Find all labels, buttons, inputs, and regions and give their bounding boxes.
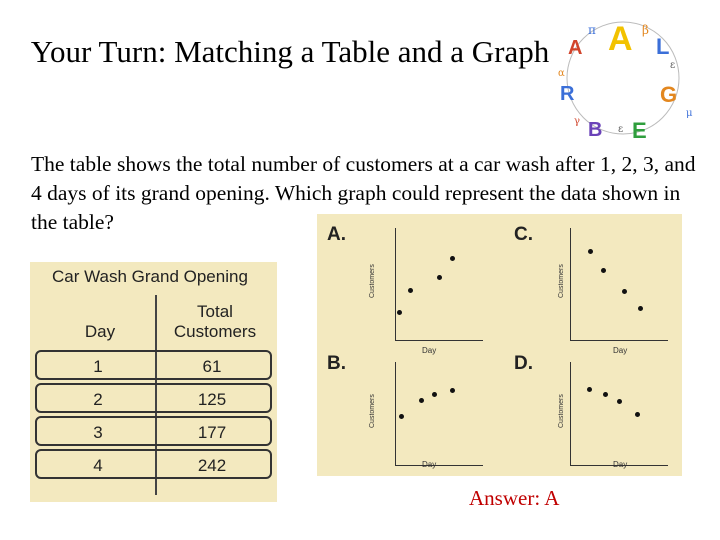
graph-c-point (601, 268, 606, 273)
svg-text:α: α (558, 68, 565, 79)
graph-options-panel (317, 214, 682, 476)
graph-b-point (432, 392, 437, 397)
graph-d-ylabel: Customers (558, 394, 565, 428)
cell-customers: 242 (197, 456, 227, 475)
graph-a-point (450, 256, 455, 261)
header-day: Day (84, 322, 116, 341)
cell-day: 3 (93, 423, 103, 442)
cell-day: 2 (93, 390, 103, 409)
svg-text:ε: ε (618, 124, 624, 135)
svg-text:β: β (642, 23, 649, 37)
graph-d-point (617, 399, 622, 404)
graph-c-point (622, 289, 627, 294)
logo-letter-e: E (632, 118, 647, 143)
graph-d-point (635, 412, 640, 417)
slide-title: Your Turn: Matching a Table and a Graph (30, 34, 550, 69)
cell-day: 4 (93, 456, 103, 475)
algebra-logo (548, 6, 698, 146)
logo-letter-r: R (560, 83, 575, 105)
svg-text:π: π (588, 23, 596, 37)
question-text: The table shows the total number of customers at a car wash after 1, 2, 3, and 4 days of its grand opening. Which graph could represent the data shown in the table? (31, 152, 696, 234)
graph-d-label: D. (514, 353, 533, 374)
header-total-customers: Total Customers (173, 302, 257, 341)
graph-c-point (638, 306, 643, 311)
logo-letter-g: G (660, 82, 678, 107)
cell-customers: 125 (197, 390, 227, 409)
graph-d-xlabel: Day (613, 460, 628, 469)
svg-text:γ: γ (574, 116, 580, 127)
logo-letter-b: B (588, 119, 603, 141)
graph-a-point (397, 310, 402, 315)
cell-customers: 177 (197, 423, 227, 442)
cell-day: 1 (93, 357, 103, 376)
svg-text:ε: ε (670, 60, 676, 71)
logo-letter-l: L (656, 34, 670, 59)
logo-letter-a-left: A (568, 37, 583, 59)
graph-c-label: C. (514, 224, 533, 245)
graph-b-point (419, 398, 424, 403)
graph-c-ylabel: Customers (558, 264, 565, 298)
graph-a-label: A. (327, 224, 346, 245)
logo-letter-a-top: A (608, 20, 633, 58)
graph-d-point (603, 392, 608, 397)
svg-text:μ: μ (686, 108, 693, 119)
graph-a-point (408, 288, 413, 293)
answer-text: Answer: A (469, 486, 560, 510)
graph-b-point (450, 388, 455, 393)
graph-a-xlabel: Day (422, 346, 437, 355)
graph-a-ylabel: Customers (369, 264, 376, 298)
table-title: Car Wash Grand Opening (52, 267, 248, 286)
graph-c-point (588, 249, 593, 254)
cell-customers: 61 (202, 357, 222, 376)
graph-d-point (587, 387, 592, 392)
graph-b-point (399, 414, 404, 419)
graph-b-ylabel: Customers (369, 394, 376, 428)
graph-a-point (437, 275, 442, 280)
car-wash-table (30, 262, 277, 502)
graph-b-xlabel: Day (422, 460, 437, 469)
graph-c-xlabel: Day (613, 346, 628, 355)
graph-b-label: B. (327, 353, 346, 374)
